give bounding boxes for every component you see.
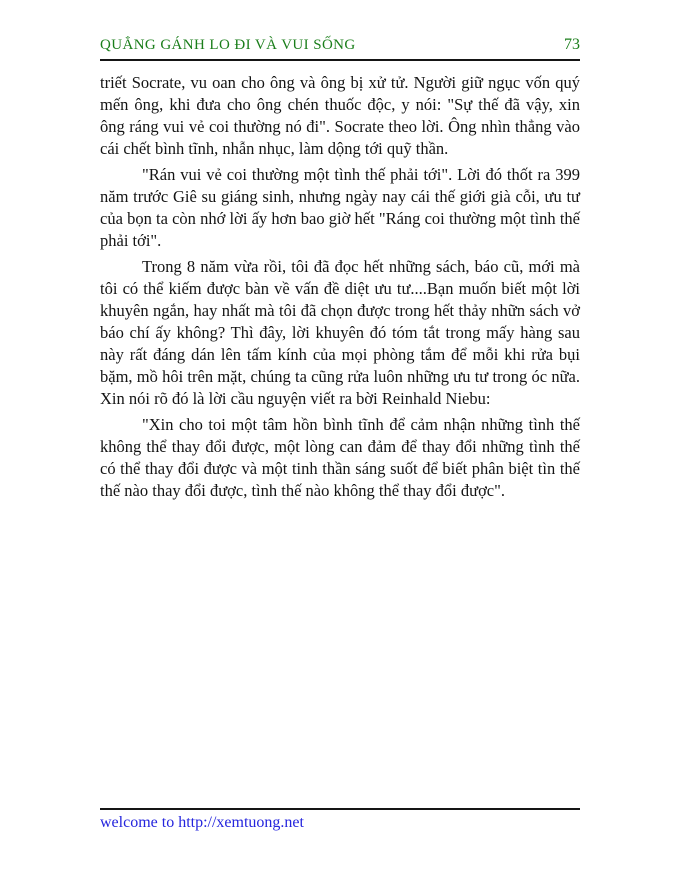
footer-site-link[interactable]: welcome to http://xemtuong.net — [100, 814, 304, 831]
paragraph-2: "Rán vui vẻ coi thường một tình thế phải tới". Lời đó thốt ra 399 năm trước Giê su giáng sinh, nhưng ngày nay cái thế giới già cỗi, ưu tư của bọn ta còn nhớ lời ấy hơn bao giờ hết "Ráng coi thường một tình thế phải tới". — [100, 165, 580, 250]
page-header — [100, 36, 580, 61]
paragraph-1: triết Socrate, vu oan cho ông và ông bị xử tử. Người giữ ngục vốn quý mến ông, khi đưa cho ông chén thuốc độc, y nói: "Sự thế đã vậy, xin ông ráng vui vẻ coi thường nó đi". Socrate theo lời. Ông nhìn thẳng vào cái chết bình tĩnh, nhẫn nhục, làm dộng tới quỹ thần. — [100, 73, 580, 158]
running-head-title: QUẲNG GÁNH LO ĐI VÀ VUI SỐNG — [100, 37, 356, 53]
paragraph-3: Trong 8 năm vừa rồi, tôi đã đọc hết những sách, báo cũ, mới mà tôi có thể kiếm được bàn về vấn đề diệt ưu tư....Bạn muốn biết một lời khuyên ngắn, hay nhất mà tôi đã chọn được trong hết thảy nhữn sách vở báo chí ấy không? Thì đây, lời khuyên đó tóm tắt trong mấy hàng sau này rất đáng dán lên tấm kính của mọi phòng tắm để mỗi khi rửa bụi bặm, mồ hôi trên mặt, chúng ta cũng rửa luôn những ưu tư trong óc nữa. Xin nói rõ đó là lời cầu nguyện viết ra bời Reinhald Niebu: — [100, 257, 580, 408]
paragraph-4: "Xin cho toi một tâm hồn bình tĩnh để cảm nhận những tình thế không thể thay đổi được, một lòng can đảm để thay đổi những tình thế có thể thay đổi được và một tinh thần sáng suốt để biết phân biệt tìn thế thế nào thay đổi được, tình thế nào không thể thay đổi được". — [100, 415, 580, 500]
page-number: 73 — [564, 36, 580, 53]
page-body-text — [100, 72, 580, 506]
page-footer — [100, 808, 580, 832]
